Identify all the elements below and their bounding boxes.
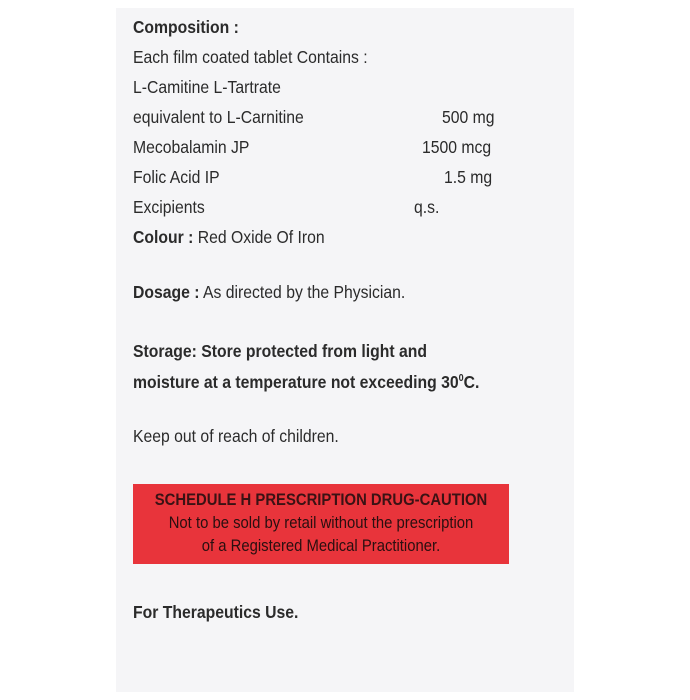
dosage-line [133, 281, 405, 303]
warning-line-2: of a Registered Medical Practitioner. [201, 537, 441, 555]
storage-line-2-text: moisture at a temperature not exceeding 30 [133, 371, 459, 392]
degree-mark: 0 [458, 373, 464, 384]
ingredient-amount: 1.5 mg [444, 167, 493, 187]
storage-line-2 [133, 368, 479, 393]
therapeutic-use-note: For Therapeutics Use. [133, 602, 299, 622]
ingredient-name: Excipients [133, 197, 205, 217]
ingredient-amount: 1500 mcg [422, 137, 492, 157]
ingredient-name: equivalent to L-Carnitine [133, 107, 304, 127]
colour-line [133, 226, 325, 248]
composition-heading: Composition : [133, 17, 239, 37]
storage-line-2-unit: C. [463, 371, 480, 392]
warning-line-1: Not to be sold by retail without the prescription [168, 514, 474, 532]
ingredient-name: Folic Acid IP [133, 167, 220, 187]
dosage-value: As directed by the Physician. [203, 282, 406, 302]
ingredient-name: Mecobalamin JP [133, 137, 250, 157]
children-warning: Keep out of reach of children. [133, 426, 339, 446]
composition-intro: Each film coated tablet Contains : [133, 47, 368, 67]
ingredient-amount: q.s. [414, 197, 440, 217]
warning-heading: SCHEDULE H PRESCRIPTION DRUG-CAUTION [154, 491, 488, 509]
colour-value: Red Oxide Of Iron [197, 227, 325, 247]
storage-line-1: Storage: Store protected from light and [133, 341, 428, 361]
schedule-h-warning-box [133, 484, 509, 564]
ingredient-amount: 500 mg [442, 107, 495, 127]
dosage-label: Dosage : [133, 282, 200, 302]
colour-label: Colour : [133, 227, 194, 247]
ingredient-name: L-Camitine L-Tartrate [133, 77, 281, 97]
